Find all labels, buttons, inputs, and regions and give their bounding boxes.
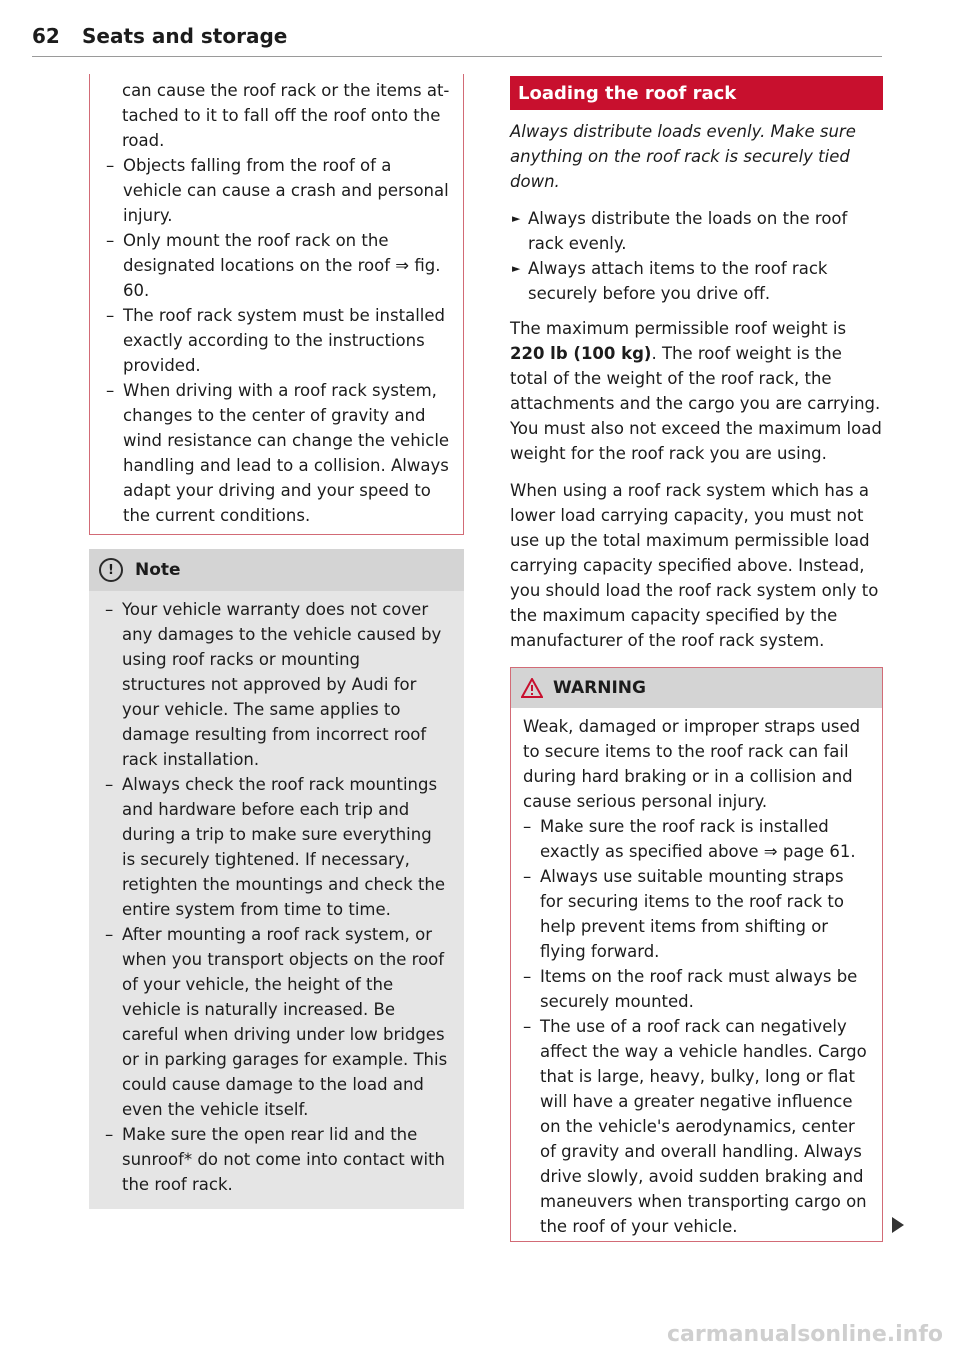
warning-cont-line: can cause the roof rack or the items at- (122, 81, 450, 100)
warning-header (511, 668, 882, 708)
dash-marker: – (105, 600, 114, 619)
note-item (105, 597, 448, 772)
note-header (89, 549, 464, 591)
max-weight-value: 220 lb (100 kg) (510, 344, 652, 363)
page-number: 62 (32, 24, 60, 48)
note-item-text: Make sure the open rear lid and the sunroof* do not come into contact with the roof rack. (122, 1125, 445, 1194)
page-header (32, 22, 882, 57)
warning-cont-line: road. (122, 131, 165, 150)
section-title: Loading the roof rack (510, 76, 883, 110)
dash-marker: – (523, 1017, 532, 1036)
note-item (105, 922, 448, 1122)
warning-item-text: The roof rack system must be installed exactly according to the instructions provided. (123, 306, 445, 375)
dash-marker: – (105, 775, 114, 794)
warning-body (511, 708, 882, 1241)
warning-list (106, 153, 451, 528)
warning-item (523, 1014, 870, 1239)
note-item (105, 1122, 448, 1197)
warning-item-text: Make sure the roof rack is installed exactly as specified above ⇒ page 61. (540, 817, 856, 861)
warning-item-text: Objects falling from the roof of a vehicle can cause a crash and personal injury. (123, 156, 449, 225)
dash-marker: – (106, 306, 115, 325)
dash-marker: – (523, 817, 532, 836)
para-text: . The roof weight is the total of the weight of the roof rack, the attachments and the cargo you are carrying. You must also not exceed the maximum load weight for the roof rack you are using. (510, 344, 882, 463)
note-item (105, 772, 448, 922)
warning-item-text: The use of a roof rack can negatively affect the way a vehicle handles. Cargo that is large, heavy, bulky, long or flat will have a greater negative influence on the vehicle's aerodynamics, center of gravity and overall handling. Always drive slowly, avoid sudden braking and maneuvers when transporting cargo on the roof of your vehicle. (540, 1017, 867, 1236)
warning-item (106, 228, 451, 303)
step-list (510, 206, 883, 306)
warning-intro: Weak, damaged or improper straps used to secure items to the roof rack can fail during hard braking or in a collision and cause serious personal injury. (523, 717, 861, 811)
dash-marker: – (106, 231, 115, 250)
warning-item (106, 153, 451, 228)
warning-item (106, 303, 451, 378)
paragraph-max-weight (510, 316, 883, 466)
warning-list (523, 814, 870, 1239)
warning-item (106, 378, 451, 528)
step-marker-icon: ► (512, 262, 521, 275)
section-intro: Always distribute loads evenly. Make sure anything on the roof rack is securely tied down. (510, 122, 856, 191)
paragraph-capacity: When using a roof rack system which has a lower load carrying capacity, you must not use up the total maximum permissible load carrying capacity specified above. Instead, you should load the roof rack system only to the maximum capacity specified by the manufacturer of the roof rack system. (510, 481, 879, 650)
warning-item (523, 864, 870, 964)
note-box (89, 549, 464, 1209)
note-list (105, 597, 448, 1197)
dash-marker: – (523, 967, 532, 986)
dash-marker: – (523, 867, 532, 886)
note-icon: ! (99, 558, 123, 582)
note-title: Note (135, 559, 181, 580)
warning-box (510, 667, 883, 1242)
warning-cont-line: tached to it to fall off the roof onto the (122, 106, 441, 125)
footer-watermark: carmanualsonline.info (667, 1322, 943, 1347)
para-text: The maximum permissible roof weight is (510, 319, 847, 338)
warning-item-text: Always use suitable mounting straps for securing items to the roof rack to help prevent items from shifting or flying forward. (540, 867, 845, 961)
dash-marker: – (105, 925, 114, 944)
note-item-text: After mounting a roof rack system, or when you transport objects on the roof of your vehicle, the height of the vehicle is naturally increased. Be careful when driving under low bridges or in parking garages for example. This could cause damage to the load and even the vehicle itself. (122, 925, 448, 1119)
warning-item (523, 814, 870, 864)
warning-triangle-icon (521, 678, 543, 698)
right-column (510, 76, 883, 1242)
note-body (89, 591, 464, 1209)
warning-title: WARNING (553, 677, 646, 698)
dash-marker: – (106, 156, 115, 175)
chapter-title: Seats and storage (82, 24, 288, 48)
step-text: Always attach items to the roof rack securely before you drive off. (528, 259, 828, 303)
step-item (510, 206, 883, 256)
warning-continued-box (89, 74, 464, 535)
note-item-text: Always check the roof rack mountings and hardware before each trip and during a trip to make sure everything is securely tightened. If necessary, retighten the mountings and check the entire system from time to time. (122, 775, 446, 919)
step-marker-icon: ► (512, 212, 521, 225)
warning-item-text: Items on the roof rack must always be securely mounted. (540, 967, 858, 1011)
dash-marker: – (105, 1125, 114, 1144)
continue-arrow-icon (892, 1217, 904, 1233)
step-item (510, 256, 883, 306)
warning-item-text: Only mount the roof rack on the designated locations on the roof ⇒ fig. 60. (123, 231, 441, 300)
left-column (89, 74, 464, 1209)
step-text: Always distribute the loads on the roof rack evenly. (528, 209, 848, 253)
warning-item (523, 964, 870, 1014)
warning-item-text: When driving with a roof rack system, changes to the center of gravity and wind resistance can change the vehicle handling and lead to a collision. Always adapt your driving and your speed to the current conditions. (123, 381, 450, 525)
dash-marker: – (106, 381, 115, 400)
note-item-text: Your vehicle warranty does not cover any damages to the vehicle caused by using roof racks or mounting structures not approved by Audi for your vehicle. The same applies to damage resulting from incorrect roof rack installation. (122, 600, 442, 769)
